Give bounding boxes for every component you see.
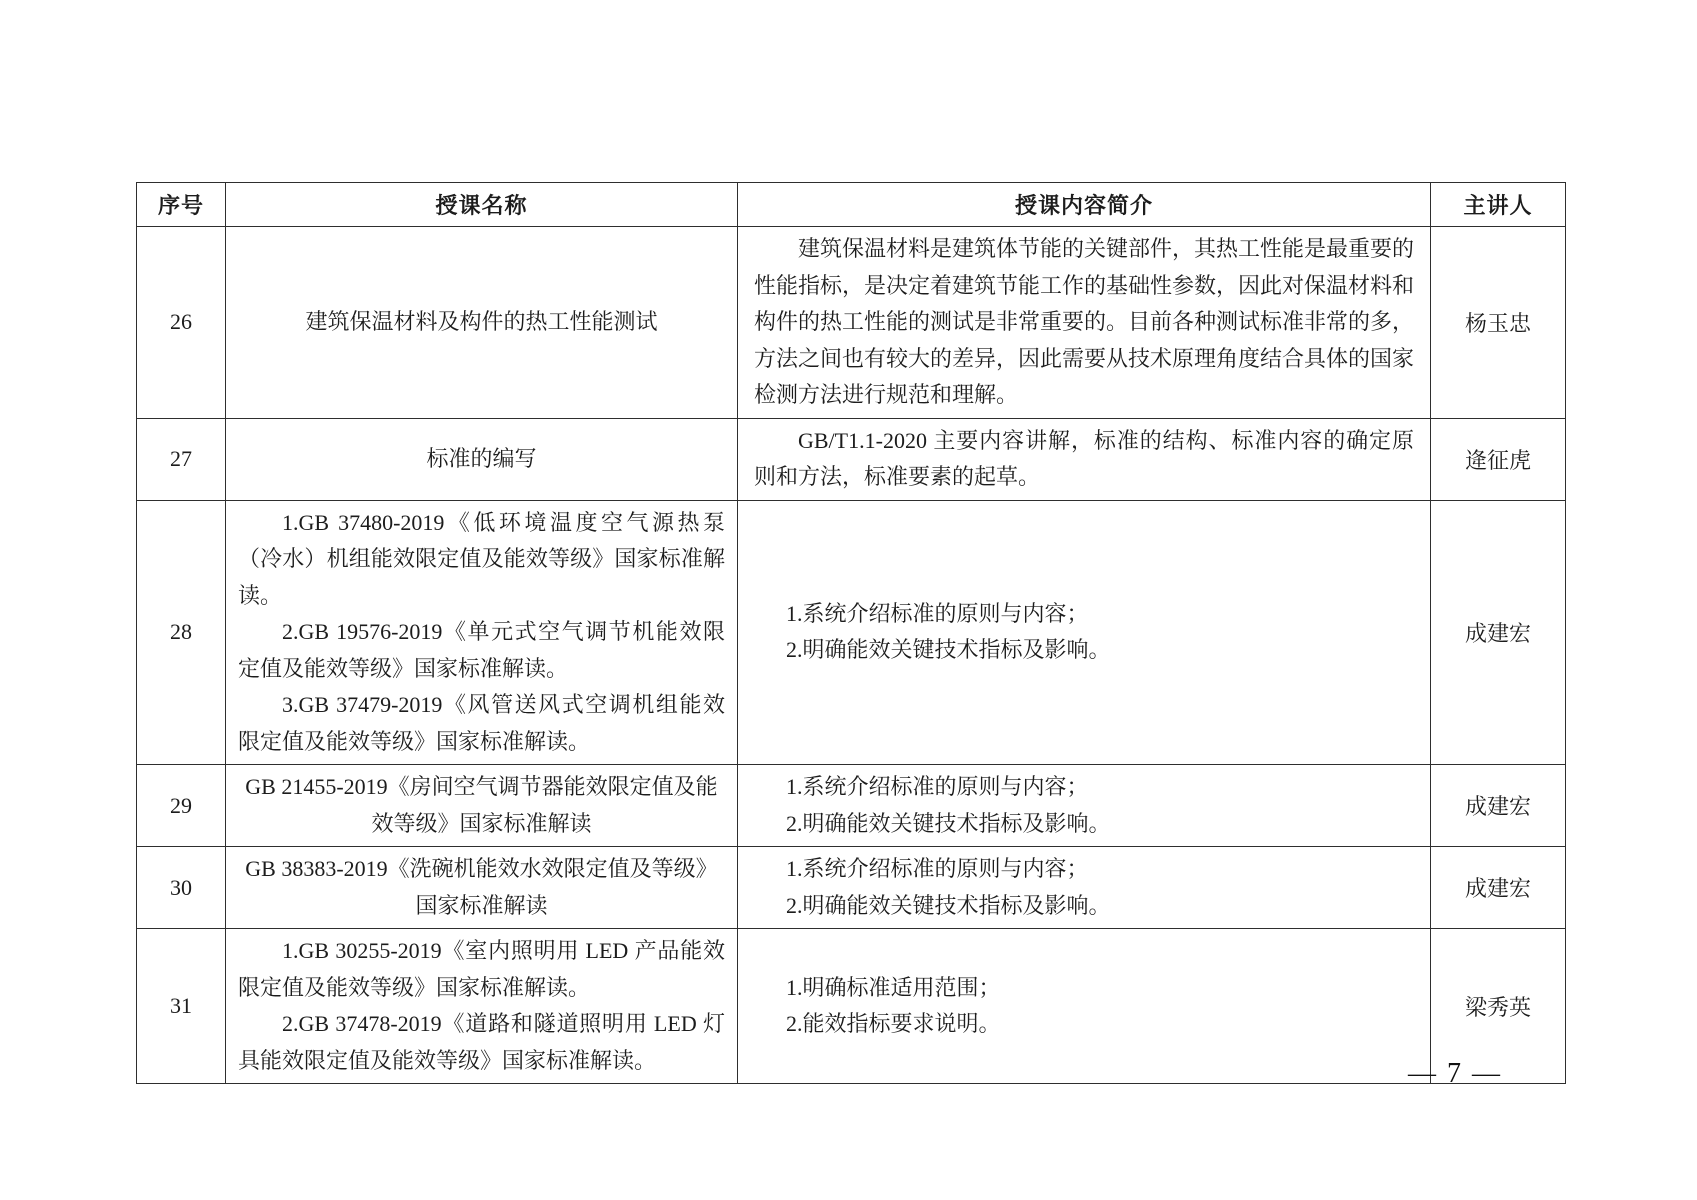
header-course-name: 授课名称: [226, 183, 738, 227]
row-29-course-content: [738, 765, 1431, 847]
table-row: [137, 847, 1566, 929]
row-31-lecturer: 梁秀英: [1431, 929, 1566, 1084]
course-content-item: 1.系统介绍标准的原则与内容；: [786, 856, 1089, 881]
row-30-course-name: [226, 847, 738, 929]
table-row: [137, 227, 1566, 419]
row-28-course-name: [226, 500, 738, 765]
course-content-item: 2.明确能效关键技术指标及影响。: [786, 637, 1111, 663]
row-30-number: 30: [137, 847, 226, 929]
course-name-text: 标准的编写: [426, 445, 537, 471]
header-serial-number: 序号: [137, 183, 226, 227]
course-content-text: GB/T1.1-2020 主要内容讲解，标准的结构、标准内容的确定原则和方法，标准要素的起草。: [754, 427, 1414, 489]
row-31-course-content: [738, 929, 1431, 1084]
table-row: [137, 765, 1566, 847]
row-26-course-name: [226, 227, 738, 419]
header-lecturer: 主讲人: [1431, 183, 1566, 227]
table-row: [137, 500, 1566, 765]
course-content-item: 2.明确能效关键技术指标及影响。: [786, 810, 1111, 836]
course-name-item: 3.GB 37479-2019《风管送风式空调机组能效限定值及能效等级》国家标准解读。: [238, 692, 725, 754]
course-name-item: 1.GB 30255-2019《室内照明用 LED 产品能效限定值及能效等级》国家标准解读。: [238, 938, 725, 1000]
row-26-number: 26: [137, 227, 226, 419]
row-31-number: 31: [137, 929, 226, 1084]
course-name-item: 2.GB 37478-2019《道路和隧道照明用 LED 灯具能效限定值及能效等级》国家标准解读。: [238, 1011, 725, 1073]
row-26-course-content: [738, 227, 1431, 419]
course-name-text: 国家标准解读: [415, 892, 548, 918]
row-29-course-name: [226, 765, 738, 847]
row-30-lecturer: 成建宏: [1431, 847, 1566, 929]
row-26-lecturer: 杨玉忠: [1431, 227, 1566, 419]
course-name-item: 1.GB 37480-2019《低环境温度空气源热泵（冷水）机组能效限定值及能效等级》国家标准解读。: [238, 509, 725, 608]
header-course-content: 授课内容简介: [738, 183, 1431, 227]
row-29-number: 29: [137, 765, 226, 847]
row-27-lecturer: 逄征虎: [1431, 418, 1566, 500]
row-27-course-name: [226, 418, 738, 500]
row-28-lecturer: 成建宏: [1431, 500, 1566, 765]
course-content-item: 1.系统介绍标准的原则与内容；: [786, 774, 1089, 799]
course-table: [136, 182, 1566, 1084]
row-29-lecturer: 成建宏: [1431, 765, 1566, 847]
course-content-item: 2.能效指标要求说明。: [786, 1011, 1001, 1036]
table-row: [137, 929, 1566, 1084]
course-content-item: 1.系统介绍标准的原则与内容；: [786, 600, 1089, 626]
page-number: — 7 —: [1408, 1058, 1502, 1089]
course-name-text: GB 21455-2019《房间空气调节器能效限定值及能效等级》国家标准解读: [245, 774, 718, 836]
table-header-row: [137, 183, 1566, 227]
row-31-course-name: [226, 929, 738, 1084]
row-28-number: 28: [137, 500, 226, 765]
course-content-item: 1.明确标准适用范围；: [786, 974, 1001, 1000]
course-name-text: 建筑保温材料及构件的热工性能测试: [305, 309, 658, 334]
row-27-course-content: [738, 418, 1431, 500]
row-28-course-content: [738, 500, 1431, 765]
table-row: [137, 418, 1566, 500]
course-content-item: 2.明确能效关键技术指标及影响。: [786, 892, 1111, 918]
course-name-item: 2.GB 19576-2019《单元式空气调节机能效限定值及能效等级》国家标准解读。: [238, 619, 725, 681]
row-30-course-content: [738, 847, 1431, 929]
row-27-number: 27: [137, 418, 226, 500]
course-content-text: 建筑保温材料是建筑体节能的关键部件，其热工性能是最重要的性能指标，是决定着建筑节能工作的基础性参数，因此对保温材料和构件的热工性能的测试是非常重要的。目前各种测试标准非常的多，方法之间也有较大的差异，因此需要从技术原理角度结合具体的国家检测方法进行规范和理解。: [754, 236, 1415, 407]
course-name-text: GB 38383-2019《洗碗机能效水效限定值及等级》: [245, 856, 718, 881]
